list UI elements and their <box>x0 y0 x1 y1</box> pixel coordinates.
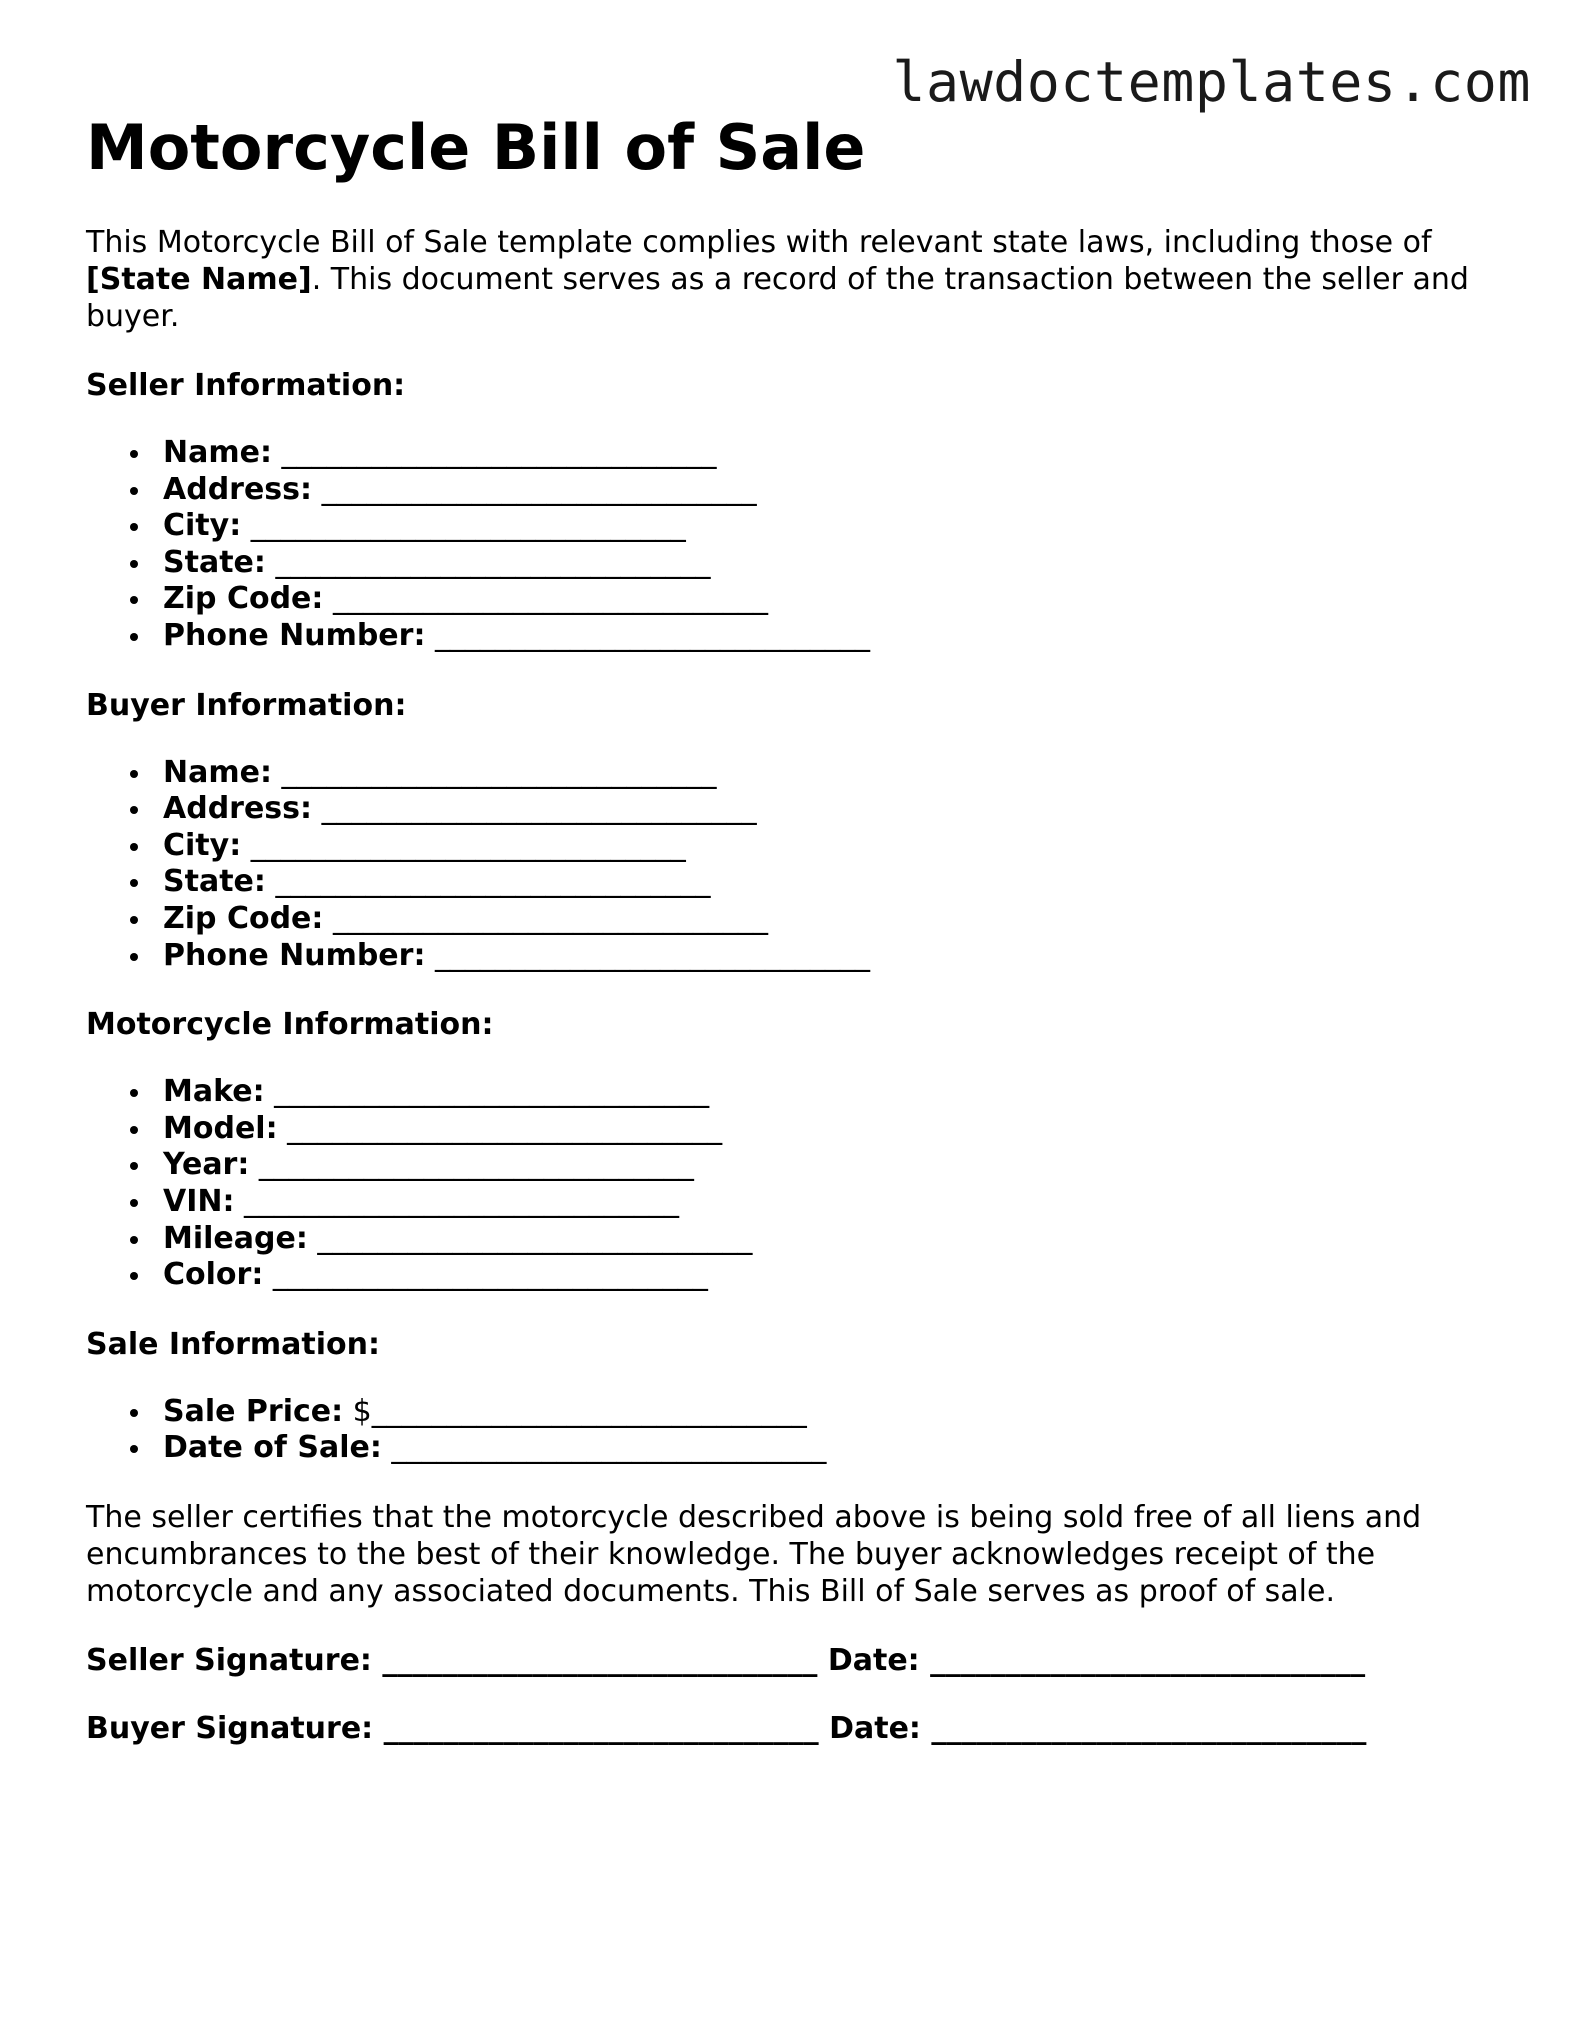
blank-line: _____________________________ <box>382 1642 818 1678</box>
blank-line: _____________________________ <box>287 1110 723 1146</box>
field-label: Zip Code: <box>163 900 324 936</box>
blank-line: _____________________________ <box>250 508 686 544</box>
field-label: Year: <box>163 1147 250 1183</box>
field-label: Model: <box>163 1110 278 1146</box>
motorcycle-mileage-field <box>163 1221 1496 1258</box>
state-name-placeholder: [State Name] <box>86 262 312 297</box>
sale-information-heading: Sale Information: <box>86 1326 380 1362</box>
motorcycle-year-field <box>163 1147 1496 1184</box>
buyer-phone-field <box>163 938 1496 975</box>
blank-line: _____________________________ <box>321 791 757 827</box>
blank-line: _____________________________ <box>272 1257 708 1293</box>
buyer-zip-field <box>163 901 1496 938</box>
sale-fields-list <box>86 1394 1496 1467</box>
certification-paragraph: The seller certifies that the motorcycle described above is being sold free of all liens and encumbrances to the best of their knowledge. The buyer acknowledges receipt of the motorcycle and any associated documents. This Bill of Sale serves as proof of sale. <box>86 1499 1422 1609</box>
document-page <box>86 110 1496 1747</box>
seller-date-label: Date: <box>827 1642 920 1678</box>
buyer-city-field <box>163 828 1496 865</box>
field-label: Name: <box>163 754 272 790</box>
field-label: Name: <box>163 435 272 470</box>
buyer-information-heading: Buyer Information: <box>86 687 407 723</box>
seller-address-field <box>163 472 1496 509</box>
seller-information-heading: Seller Information: <box>86 368 406 403</box>
blank-line: _____________________________ <box>332 900 768 936</box>
blank-line: _____________________________ <box>275 544 711 580</box>
field-label: Address: <box>163 471 313 507</box>
buyer-signature-line <box>86 1710 1496 1747</box>
blank-line: _____________________________ <box>281 754 717 790</box>
field-label: State: <box>163 544 266 580</box>
document-title: Motorcycle Bill of Sale <box>86 111 866 184</box>
blank-line: _____________________________ <box>317 1220 753 1256</box>
seller-fields-list <box>86 435 1496 655</box>
buyer-address-field <box>163 791 1496 828</box>
field-label: Sale Price: <box>163 1393 344 1429</box>
field-label: Mileage: <box>163 1220 308 1256</box>
blank-line: _____________________________ <box>930 1642 1366 1678</box>
field-label: Phone Number: <box>163 937 426 973</box>
seller-signature-label: Seller Signature: <box>86 1642 372 1678</box>
blank-line: _____________________________ <box>321 471 757 507</box>
blank-line: _____________________________ <box>435 617 870 653</box>
motorcycle-vin-field <box>163 1184 1496 1221</box>
blank-line: _____________________________ <box>435 937 870 973</box>
site-watermark: lawdoctemplates.com <box>892 50 1531 114</box>
field-label: Make: <box>163 1074 265 1110</box>
field-label: Date of Sale: <box>163 1430 382 1466</box>
intro-text-end: . This document serves as a record of the transaction between the seller and buyer. <box>86 262 1469 334</box>
blank-line: _____________________________ <box>275 864 711 900</box>
field-label: Color: <box>163 1257 264 1293</box>
blank-line: _____________________________ <box>250 827 686 863</box>
intro-text-start: This Motorcycle Bill of Sale template complies with relevant state laws, including those of <box>86 225 1432 260</box>
field-label: Address: <box>163 791 313 827</box>
buyer-name-field <box>163 755 1496 792</box>
field-label: Zip Code: <box>163 581 324 617</box>
seller-phone-field <box>163 618 1496 655</box>
blank-line: _____________________________ <box>383 1710 819 1746</box>
buyer-fields-list <box>86 755 1496 975</box>
currency-symbol: $ <box>352 1393 372 1429</box>
motorcycle-model-field <box>163 1111 1496 1148</box>
blank-line: _____________________________ <box>281 435 717 470</box>
buyer-signature-label: Buyer Signature: <box>86 1710 374 1746</box>
motorcycle-make-field <box>163 1074 1496 1111</box>
buyer-state-field <box>163 864 1496 901</box>
blank-line: _____________________________ <box>391 1430 827 1466</box>
field-label: State: <box>163 864 266 900</box>
motorcycle-fields-list <box>86 1074 1496 1294</box>
sale-date-field <box>163 1430 1496 1467</box>
field-label: Phone Number: <box>163 617 426 653</box>
blank-line: _____________________________ <box>274 1074 710 1110</box>
intro-paragraph <box>86 224 1496 335</box>
sale-price-field <box>163 1394 1496 1431</box>
blank-line: _____________________________ <box>931 1710 1367 1746</box>
field-label: VIN: <box>163 1183 235 1219</box>
seller-signature-line <box>86 1642 1496 1679</box>
blank-line: _____________________________ <box>244 1183 680 1219</box>
seller-zip-field <box>163 581 1496 618</box>
blank-line: _____________________________ <box>371 1393 807 1429</box>
blank-line: _____________________________ <box>332 581 768 617</box>
field-label: City: <box>163 827 242 863</box>
seller-city-field <box>163 508 1496 545</box>
blank-line: _____________________________ <box>258 1147 694 1183</box>
motorcycle-color-field <box>163 1257 1496 1294</box>
seller-state-field <box>163 545 1496 582</box>
motorcycle-information-heading: Motorcycle Information: <box>86 1007 494 1043</box>
seller-name-field <box>163 435 1496 472</box>
buyer-date-label: Date: <box>829 1710 921 1746</box>
field-label: City: <box>163 508 242 544</box>
